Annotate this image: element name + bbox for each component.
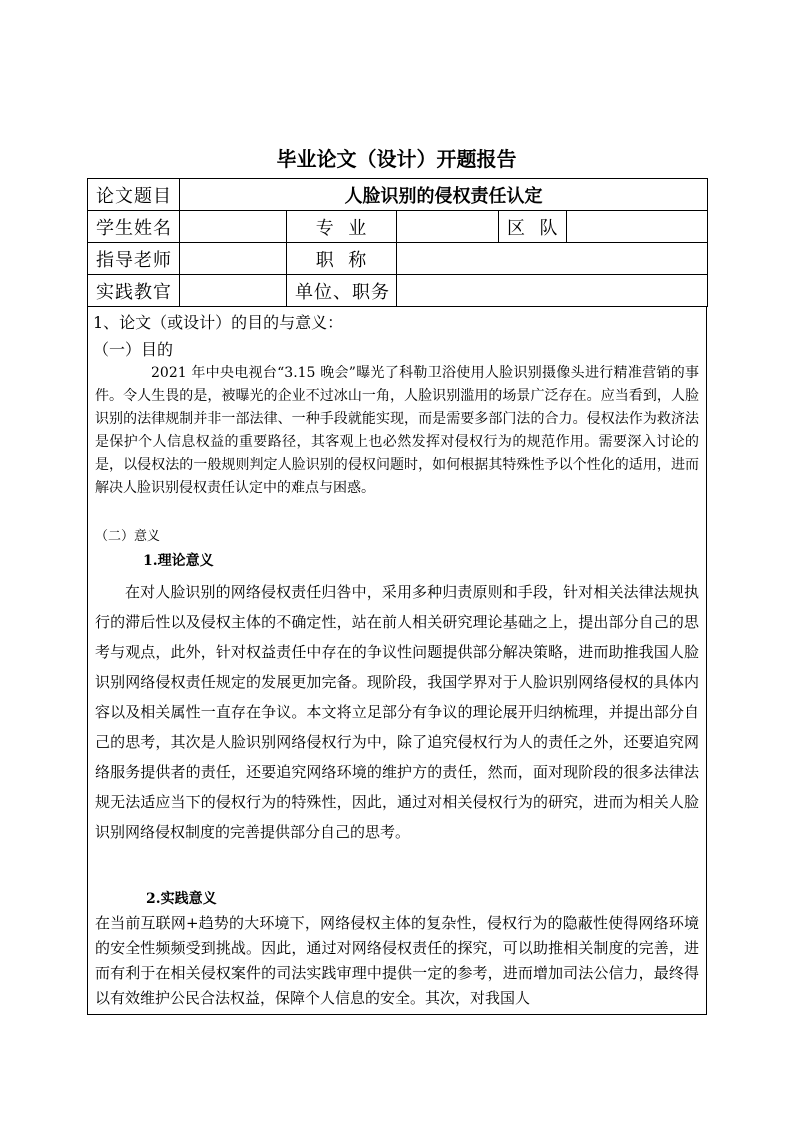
significance-heading: （二）意义: [95, 529, 161, 544]
theory-paragraph: 在对人脸识别的网络侵权责任归咎中，采用多种归责原则和手段，针对相关法律法规执行的滞后性以及侵权主体的不确定性，站在前人相关研究理论基础之上，提出部分自己的思考与观点，此外，针对权益责任中存在的争议性问题提供部分解决策略，进而助推我国人脸识别网络侵权责任规定的发展更加完备。现阶段，我国学界对于人脸识别网络侵权的具体内容以及相关属性一直存在争议。本文将立足部分有争议的理论展开归纳梳理，并提出部分自己的思考，其次是人脸识别网络侵权行为中，除了追究侵权行为人的责任之外，还要追究网络服务提供者的责任，还要追究网络环境的维护方的责任，然而，面对现阶段的很多法律法规无法适应当下的侵权行为的特殊性，因此，通过对相关侵权行为的研究，进而为相关人脸识别网络侵权制度的完善提供部分自己的思考。: [95, 583, 699, 841]
topic-row: [88, 179, 708, 211]
student-label: 学生姓名: [88, 211, 180, 243]
practice-value: [180, 275, 287, 307]
unit-value: [397, 275, 708, 307]
practice-label: 实践教官: [88, 275, 180, 307]
purpose-paragraph: 2021 年中央电视台“3.15 晚会”曝光了科勒卫浴使用人脸识别摄像头进行精准营销的事件。令人生畏的是，被曝光的企业不过冰山一角，人脸识别滥用的场景广泛存在。应当看到，人脸识别的法律规制并非一部法律、一种手段就能实现，而是需要多部门法的合力。侵权法作为救济法是保护个人信息权益的重要路径，其客观上也必然发挥对侵权行为的规范作用。需要深入讨论的是，以侵权法的一般规则判定人脸识别的侵权问题时，如何根据其特殊性予以个性化的适用，进而解决人脸识别侵权责任认定中的难点与困惑。: [95, 365, 699, 496]
info-table: [87, 178, 708, 307]
major-value: [397, 211, 499, 243]
student-row: [88, 211, 708, 243]
major-label: 专 业: [287, 211, 397, 243]
advisor-value: [180, 243, 287, 275]
topic-value: 人脸识别的侵权责任认定: [180, 179, 708, 211]
team-label: 区 队: [499, 211, 567, 243]
practice-heading: 2.实践意义: [146, 891, 217, 907]
topic-label: 论文题目: [88, 179, 180, 211]
advisor-row: [88, 243, 708, 275]
document-title: 毕业论文（设计）开题报告: [276, 147, 517, 171]
practice-paragraph: 在当前互联网+趋势的大环境下，网络侵权主体的复杂性，侵权行为的隐蔽性使得网络环境的安全性频频受到挑战。因此，通过对网络侵权责任的探究，可以助推相关制度的完善，进而有利于在相关侵权案件的司法实践审理中提供一定的参考，进而增加司法公信力，最终得以有效维护公民合法权益，保障个人信息的安全。其次，对我国人: [95, 914, 699, 1007]
practice-row: [88, 275, 708, 307]
purpose-heading: （一）目的: [93, 340, 174, 359]
team-value: [567, 211, 708, 243]
student-value: [180, 211, 287, 243]
rank-value: [397, 243, 708, 275]
theory-heading: 1.理论意义: [143, 553, 214, 569]
unit-label: 单位、职务: [287, 275, 397, 307]
advisor-label: 指导老师: [88, 243, 180, 275]
rank-label: 职 称: [287, 243, 397, 275]
section-heading: 1、论文（或设计）的目的与意义：: [93, 313, 344, 332]
purpose-section: [87, 307, 707, 1015]
